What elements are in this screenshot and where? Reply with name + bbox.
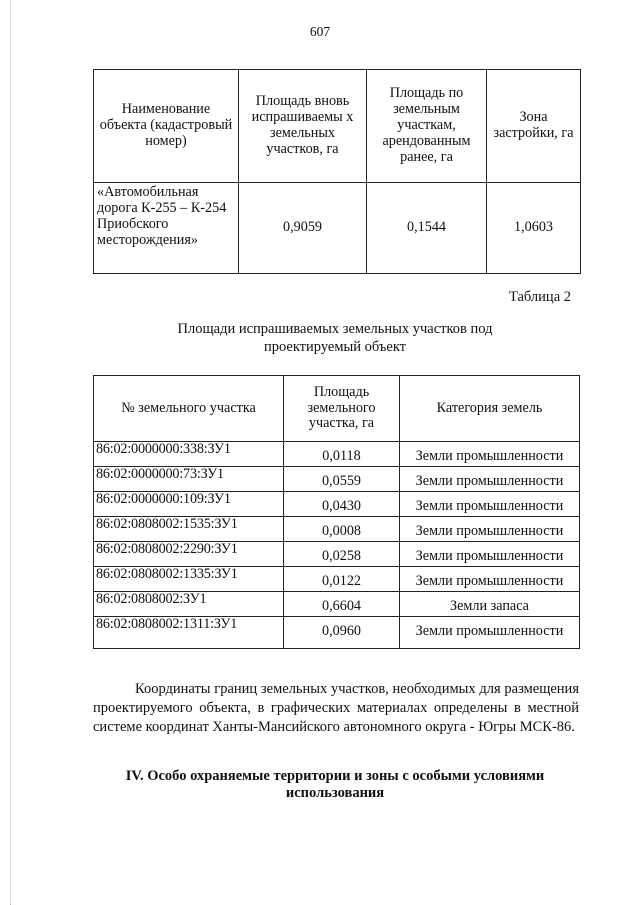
leased-area-cell: 0,1544	[367, 183, 487, 274]
header-leased-area: Площадь по земельным участкам, арендованным ранее, га	[367, 70, 487, 183]
header-new-area: Площадь вновь испрашиваемы х земельных участков, га	[239, 70, 367, 183]
header-object-name: Наименование объекта (кадастровый номер)	[94, 70, 239, 183]
plot-number-cell: 86:02:0000000:109:ЗУ1	[94, 492, 284, 517]
table-row	[94, 617, 580, 649]
plot-number-cell: 86:02:0000000:73:ЗУ1	[94, 467, 284, 492]
land-category-cell: Земли промышленности	[400, 492, 580, 517]
table-row	[94, 592, 580, 617]
land-area-summary-table	[93, 69, 581, 274]
table-row	[94, 492, 580, 517]
table-row	[94, 442, 580, 467]
table-row	[94, 542, 580, 567]
land-category-cell: Земли промышленности	[400, 467, 580, 492]
header-plot-area: Площадь земельного участка, га	[284, 376, 400, 442]
header-plot-number: № земельного участка	[94, 376, 284, 442]
plot-area-cell: 0,0559	[284, 467, 400, 492]
object-name-cell: «Автомобильная дорога К-255 – К-254 Приобского месторождения»	[94, 183, 239, 274]
coordinates-paragraph: Координаты границ земельных участков, необходимых для размещения проектируемого объекта, в графических материалах определены в местной системе координат Ханты-Мансийского автономного округа - Югры МСК-86.	[93, 681, 579, 735]
header-land-category: Категория земель	[400, 376, 580, 442]
plot-number-cell: 86:02:0808002:ЗУ1	[94, 592, 284, 617]
plot-area-cell: 0,6604	[284, 592, 400, 617]
page-number: 607	[309, 24, 331, 39]
table-row	[94, 567, 580, 592]
plot-area-cell: 0,0122	[284, 567, 400, 592]
scan-edge-marks	[10, 0, 11, 905]
table2-caption: Таблица 2	[508, 289, 571, 305]
plot-area-cell: 0,0258	[284, 542, 400, 567]
plot-number-cell: 86:02:0808002:1335:ЗУ1	[94, 567, 284, 592]
table-row	[94, 467, 580, 492]
table-row	[94, 183, 581, 274]
table-row	[94, 517, 580, 542]
land-category-cell: Земли запаса	[400, 592, 580, 617]
section-heading: IV. Особо охраняемые территории и зоны с особыми условиями использования	[125, 768, 545, 801]
land-category-cell: Земли промышленности	[400, 517, 580, 542]
plot-number-cell: 86:02:0808002:1535:ЗУ1	[94, 517, 284, 542]
table-header-row	[94, 70, 581, 183]
header-build-zone: Зона застройки, га	[487, 70, 581, 183]
land-category-cell: Земли промышленности	[400, 617, 580, 649]
plot-number-cell: 86:02:0808002:2290:ЗУ1	[94, 542, 284, 567]
table2-title: Площади испрашиваемых земельных участков под проектируемый объект	[177, 321, 493, 355]
land-plots-table	[93, 375, 580, 649]
table-header-row	[94, 376, 580, 442]
land-category-cell: Земли промышленности	[400, 542, 580, 567]
plot-area-cell: 0,0008	[284, 517, 400, 542]
new-area-cell: 0,9059	[239, 183, 367, 274]
build-zone-cell: 1,0603	[487, 183, 581, 274]
plot-area-cell: 0,0118	[284, 442, 400, 467]
plot-number-cell: 86:02:0000000:338:ЗУ1	[94, 442, 284, 467]
plot-number-cell: 86:02:0808002:1311:ЗУ1	[94, 617, 284, 649]
land-category-cell: Земли промышленности	[400, 567, 580, 592]
land-category-cell: Земли промышленности	[400, 442, 580, 467]
plot-area-cell: 0,0960	[284, 617, 400, 649]
plot-area-cell: 0,0430	[284, 492, 400, 517]
